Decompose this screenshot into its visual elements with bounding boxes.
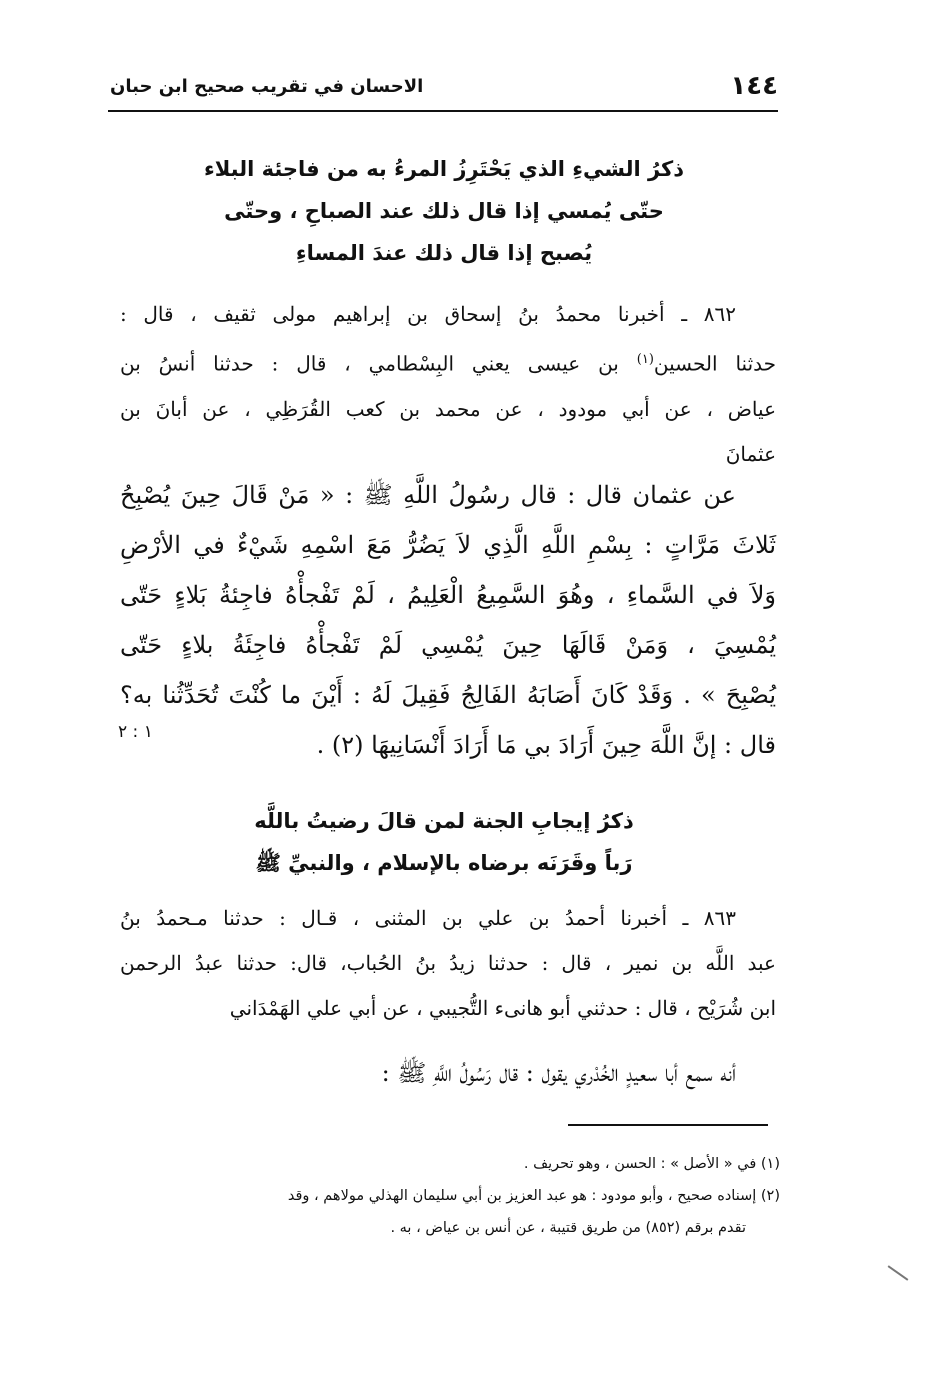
heading-line: رَباً وقَرَنَه برضاه بالإسلام ، والنبيِّ ﷺ	[255, 851, 633, 875]
matn-line: يُمْسِيَ ، وَمَنْ قَالَهَا حِينَ يُمْسِي لَمْ تَفْجأْهُ فاجِئَةُ بلاءٍ حَتّى	[120, 631, 776, 659]
header-rule	[108, 110, 778, 112]
page-corner-mark	[888, 1265, 909, 1280]
isnad-line: عبد اللَّه بن نمير ، قال : حدثنا زيدُ بنُ الحُباب، قال: حدثنا عبدُ الرحمن	[120, 951, 776, 975]
matn-line: وَلاَ في السَّماءِ ، وهُوَ السَّمِيعُ الْعَلِيمُ ، لَمْ تَفْجأْهُ فاجِئةُ بَلاءٍ حَتّى	[120, 581, 776, 609]
isnad-line: ٨٦٢ ـ أخبرنا محمدُ بنُ إسحاق بن إبراهيم مولى ثقيف ، قال :	[120, 302, 736, 326]
isnad-text: حدثنا الحسين	[653, 351, 777, 376]
footnote-rule	[568, 1124, 768, 1126]
hadith-862-matn	[120, 470, 776, 770]
running-title: الاحسان في تقريب صحيح ابن حبان	[110, 75, 424, 97]
matn-line: أنه سمع أبا سعيدٍ الخُدْري يقول : قال رَسُولُ اللَّهِ ﷺ :	[381, 1059, 736, 1087]
footnote-1: (١) في « الأصل » : الحسن ، وهو تحريف .	[523, 1156, 780, 1172]
matn-line: قال : إنَّ اللَّهَ حِينَ أَرَادَ بي مَا أَرَادَ أَنْسَانِيهَا (٢) .	[316, 731, 776, 759]
isnad-line: عثمانَ	[725, 441, 776, 466]
hadith-862-isnad	[120, 292, 776, 477]
matn-line: عن عثمان قال : قال رسُولُ اللَّهِ ﷺ : « مَنْ قَالَ حِينَ يُصْبِحُ	[120, 481, 736, 509]
isnad-line: ٨٦٣ ـ أخبرنا أحمدُ بن علي بن المثنى ، قـال : حدثنا مـحمدُ بنُ	[120, 906, 736, 930]
heading-line: يُصبح إذا قال ذلك عندَ المساءِ	[295, 241, 593, 265]
heading-line: ذكرُ إيجابِ الجنة لمن قالَ رضيتُ باللَّه	[254, 809, 634, 833]
isnad-line: عياض ، عن أبي مودود ، عن محمد بن كعب القُرَظِي ، عن أبانَ بن	[120, 396, 776, 421]
footnote-marker[interactable]: (١)	[636, 352, 654, 367]
isnad-line: ابن شُرَيْح ، قال : حدثني أبو هانىء التُّجيبي ، عن أبي علي الهَمْدَاني	[229, 996, 776, 1020]
chapter-heading-1	[110, 148, 778, 274]
footnote-2-continued: تقدم برقم (٨٥٢) من طريق قتيبة ، عن أنس بن عياض ، به .	[390, 1220, 746, 1236]
chapter-heading-2	[110, 800, 778, 884]
heading-line: ذكرُ الشيءِ الذي يَحْتَرِزُ المرءُ به من فاجئة البلاء	[203, 157, 685, 181]
hadith-863-matn	[120, 1048, 776, 1098]
page-header	[110, 66, 778, 106]
hadith-863-isnad	[120, 896, 776, 1031]
footnote-2: (٢) إسناده صحيح ، وأبو مودود : هو عبد العزيز بن أبي سليمان الهذلي مولاهم ، وقد	[287, 1188, 780, 1204]
matn-line: ثَلاثَ مَرَّاتٍ : بِسْمِ اللَّهِ الَّذِي لاَ يَضُرُّ مَعَ اسْمِهِ شَيْءٌ في الأرْضِ	[120, 531, 776, 559]
footnotes	[112, 1148, 780, 1244]
heading-line: حتّى يُمسي إذا قال ذلك عند الصباحِ ، وحتّى	[224, 199, 664, 223]
isnad-line	[120, 337, 776, 387]
matn-line: يُصْبِحَ » . وَقَدْ كَانَ أَصَابَهُ الفَالِجُ فَقِيلَ لَهُ : أَيْنَ ما كُنْتَ تُحَدِّثُنا به؟	[120, 681, 776, 709]
page-number: ١٤٤	[730, 71, 778, 101]
isnad-text: بن عيسى يعني البِسْطامي ، قال : حدثنا أنسُ بن	[120, 351, 637, 376]
margin-reference: ١ : ٢	[118, 722, 153, 742]
